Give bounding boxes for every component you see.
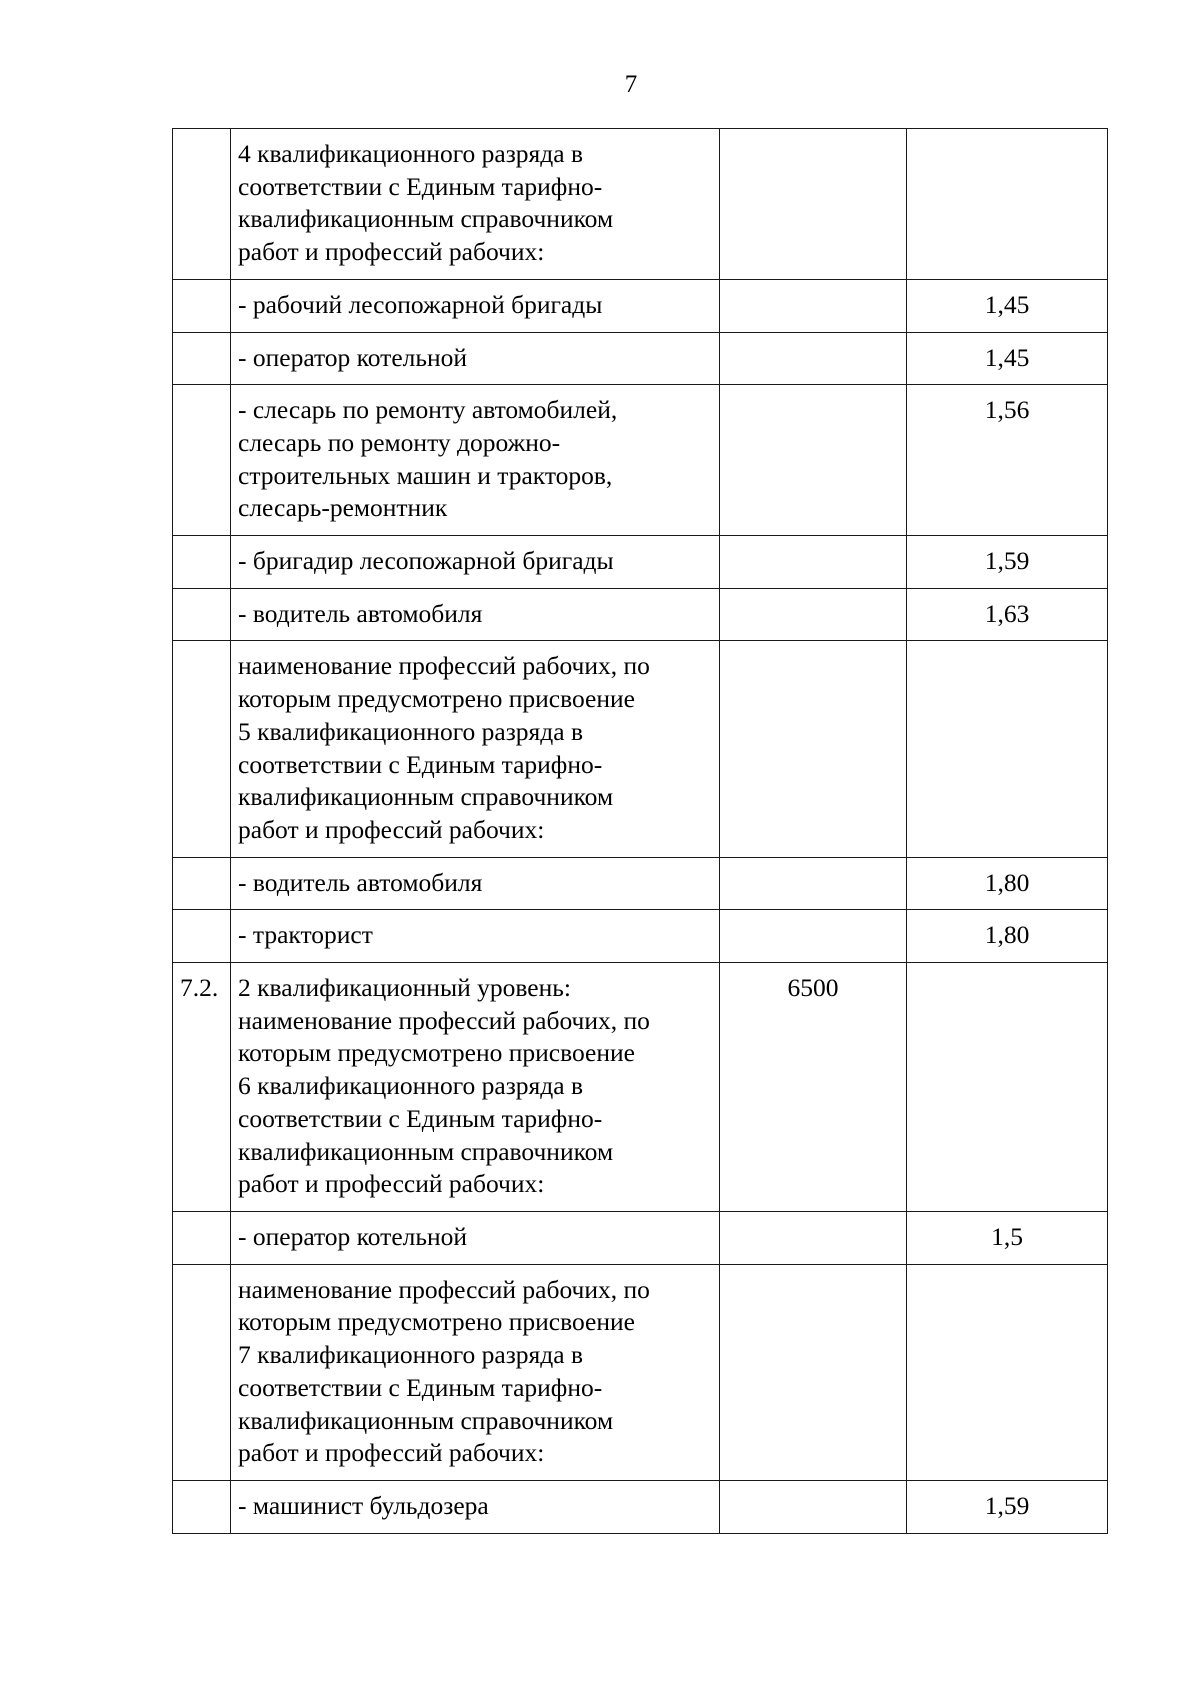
row-number-cell [173, 536, 231, 589]
salary-cell [720, 332, 907, 385]
profession-cell: - водитель автомобиля [231, 588, 720, 641]
coefficient-cell: 1,56 [907, 385, 1108, 536]
page-number: 7 [624, 71, 638, 98]
row-number-cell [173, 1480, 231, 1533]
profession-cell: - машинист бульдозера [231, 1480, 720, 1533]
row-number-cell [173, 910, 231, 963]
profession-cell: - бригадир лесопожарной бригады [231, 536, 720, 589]
profession-cell: - рабочий лесопожарной бригады [231, 279, 720, 332]
table-row [173, 279, 1108, 332]
salary-cell [720, 1264, 907, 1480]
row-number-cell [173, 857, 231, 910]
table-row [173, 588, 1108, 641]
table-row [173, 1264, 1108, 1480]
row-number-cell [173, 129, 231, 280]
table-row [173, 641, 1108, 857]
row-number-cell [173, 1264, 231, 1480]
tariff-table [172, 128, 1108, 1534]
profession-cell: - оператор котельной [231, 1211, 720, 1264]
coefficient-cell [907, 1264, 1108, 1480]
salary-cell [720, 641, 907, 857]
coefficient-cell [907, 129, 1108, 280]
salary-cell [720, 279, 907, 332]
row-number-cell [173, 588, 231, 641]
coefficient-cell: 1,80 [907, 857, 1108, 910]
row-number-cell: 7.2. [173, 963, 231, 1212]
profession-cell: 2 квалификационный уровень: наименование профессий рабочих, по которым предусмотрено присвоение 6 квалификационного разряда в соответствии с Единым тарифно- квалификационным справочником работ и профессий рабочих: [231, 963, 720, 1212]
salary-cell [720, 588, 907, 641]
table-row [173, 910, 1108, 963]
coefficient-cell: 1,59 [907, 536, 1108, 589]
salary-cell: 6500 [720, 963, 907, 1212]
tariff-table-body [173, 129, 1108, 1534]
coefficient-cell: 1,80 [907, 910, 1108, 963]
row-number-cell [173, 332, 231, 385]
row-number-cell [173, 279, 231, 332]
table-row [173, 963, 1108, 1212]
table-row [173, 332, 1108, 385]
salary-cell [720, 910, 907, 963]
coefficient-cell: 1,5 [907, 1211, 1108, 1264]
table-row [173, 857, 1108, 910]
table-row [173, 1480, 1108, 1533]
row-number-cell [173, 1211, 231, 1264]
row-number-cell [173, 385, 231, 536]
coefficient-cell [907, 963, 1108, 1212]
table-row [173, 385, 1108, 536]
profession-cell: наименование профессий рабочих, по которым предусмотрено присвоение 7 квалификационного разряда в соответствии с Единым тарифно- квалификационным справочником работ и профессий рабочих: [231, 1264, 720, 1480]
row-number-cell [173, 641, 231, 857]
profession-cell: - тракторист [231, 910, 720, 963]
table-row [173, 1211, 1108, 1264]
salary-cell [720, 1480, 907, 1533]
coefficient-cell: 1,59 [907, 1480, 1108, 1533]
coefficient-cell: 1,45 [907, 279, 1108, 332]
salary-cell [720, 536, 907, 589]
coefficient-cell: 1,63 [907, 588, 1108, 641]
salary-cell [720, 385, 907, 536]
coefficient-cell [907, 641, 1108, 857]
profession-cell: - оператор котельной [231, 332, 720, 385]
coefficient-cell: 1,45 [907, 332, 1108, 385]
profession-cell: 4 квалификационного разряда в соответствии с Единым тарифно- квалификационным справочником работ и профессий рабочих: [231, 129, 720, 280]
salary-cell [720, 857, 907, 910]
table-row [173, 536, 1108, 589]
table-row [173, 129, 1108, 280]
salary-cell [720, 129, 907, 280]
profession-cell: - водитель автомобиля [231, 857, 720, 910]
salary-cell [720, 1211, 907, 1264]
profession-cell: - слесарь по ремонту автомобилей, слесарь по ремонту дорожно- строительных машин и тракторов, слесарь-ремонтник [231, 385, 720, 536]
profession-cell: наименование профессий рабочих, по которым предусмотрено присвоение 5 квалификационного разряда в соответствии с Единым тарифно- квалификационным справочником работ и профессий рабочих: [231, 641, 720, 857]
